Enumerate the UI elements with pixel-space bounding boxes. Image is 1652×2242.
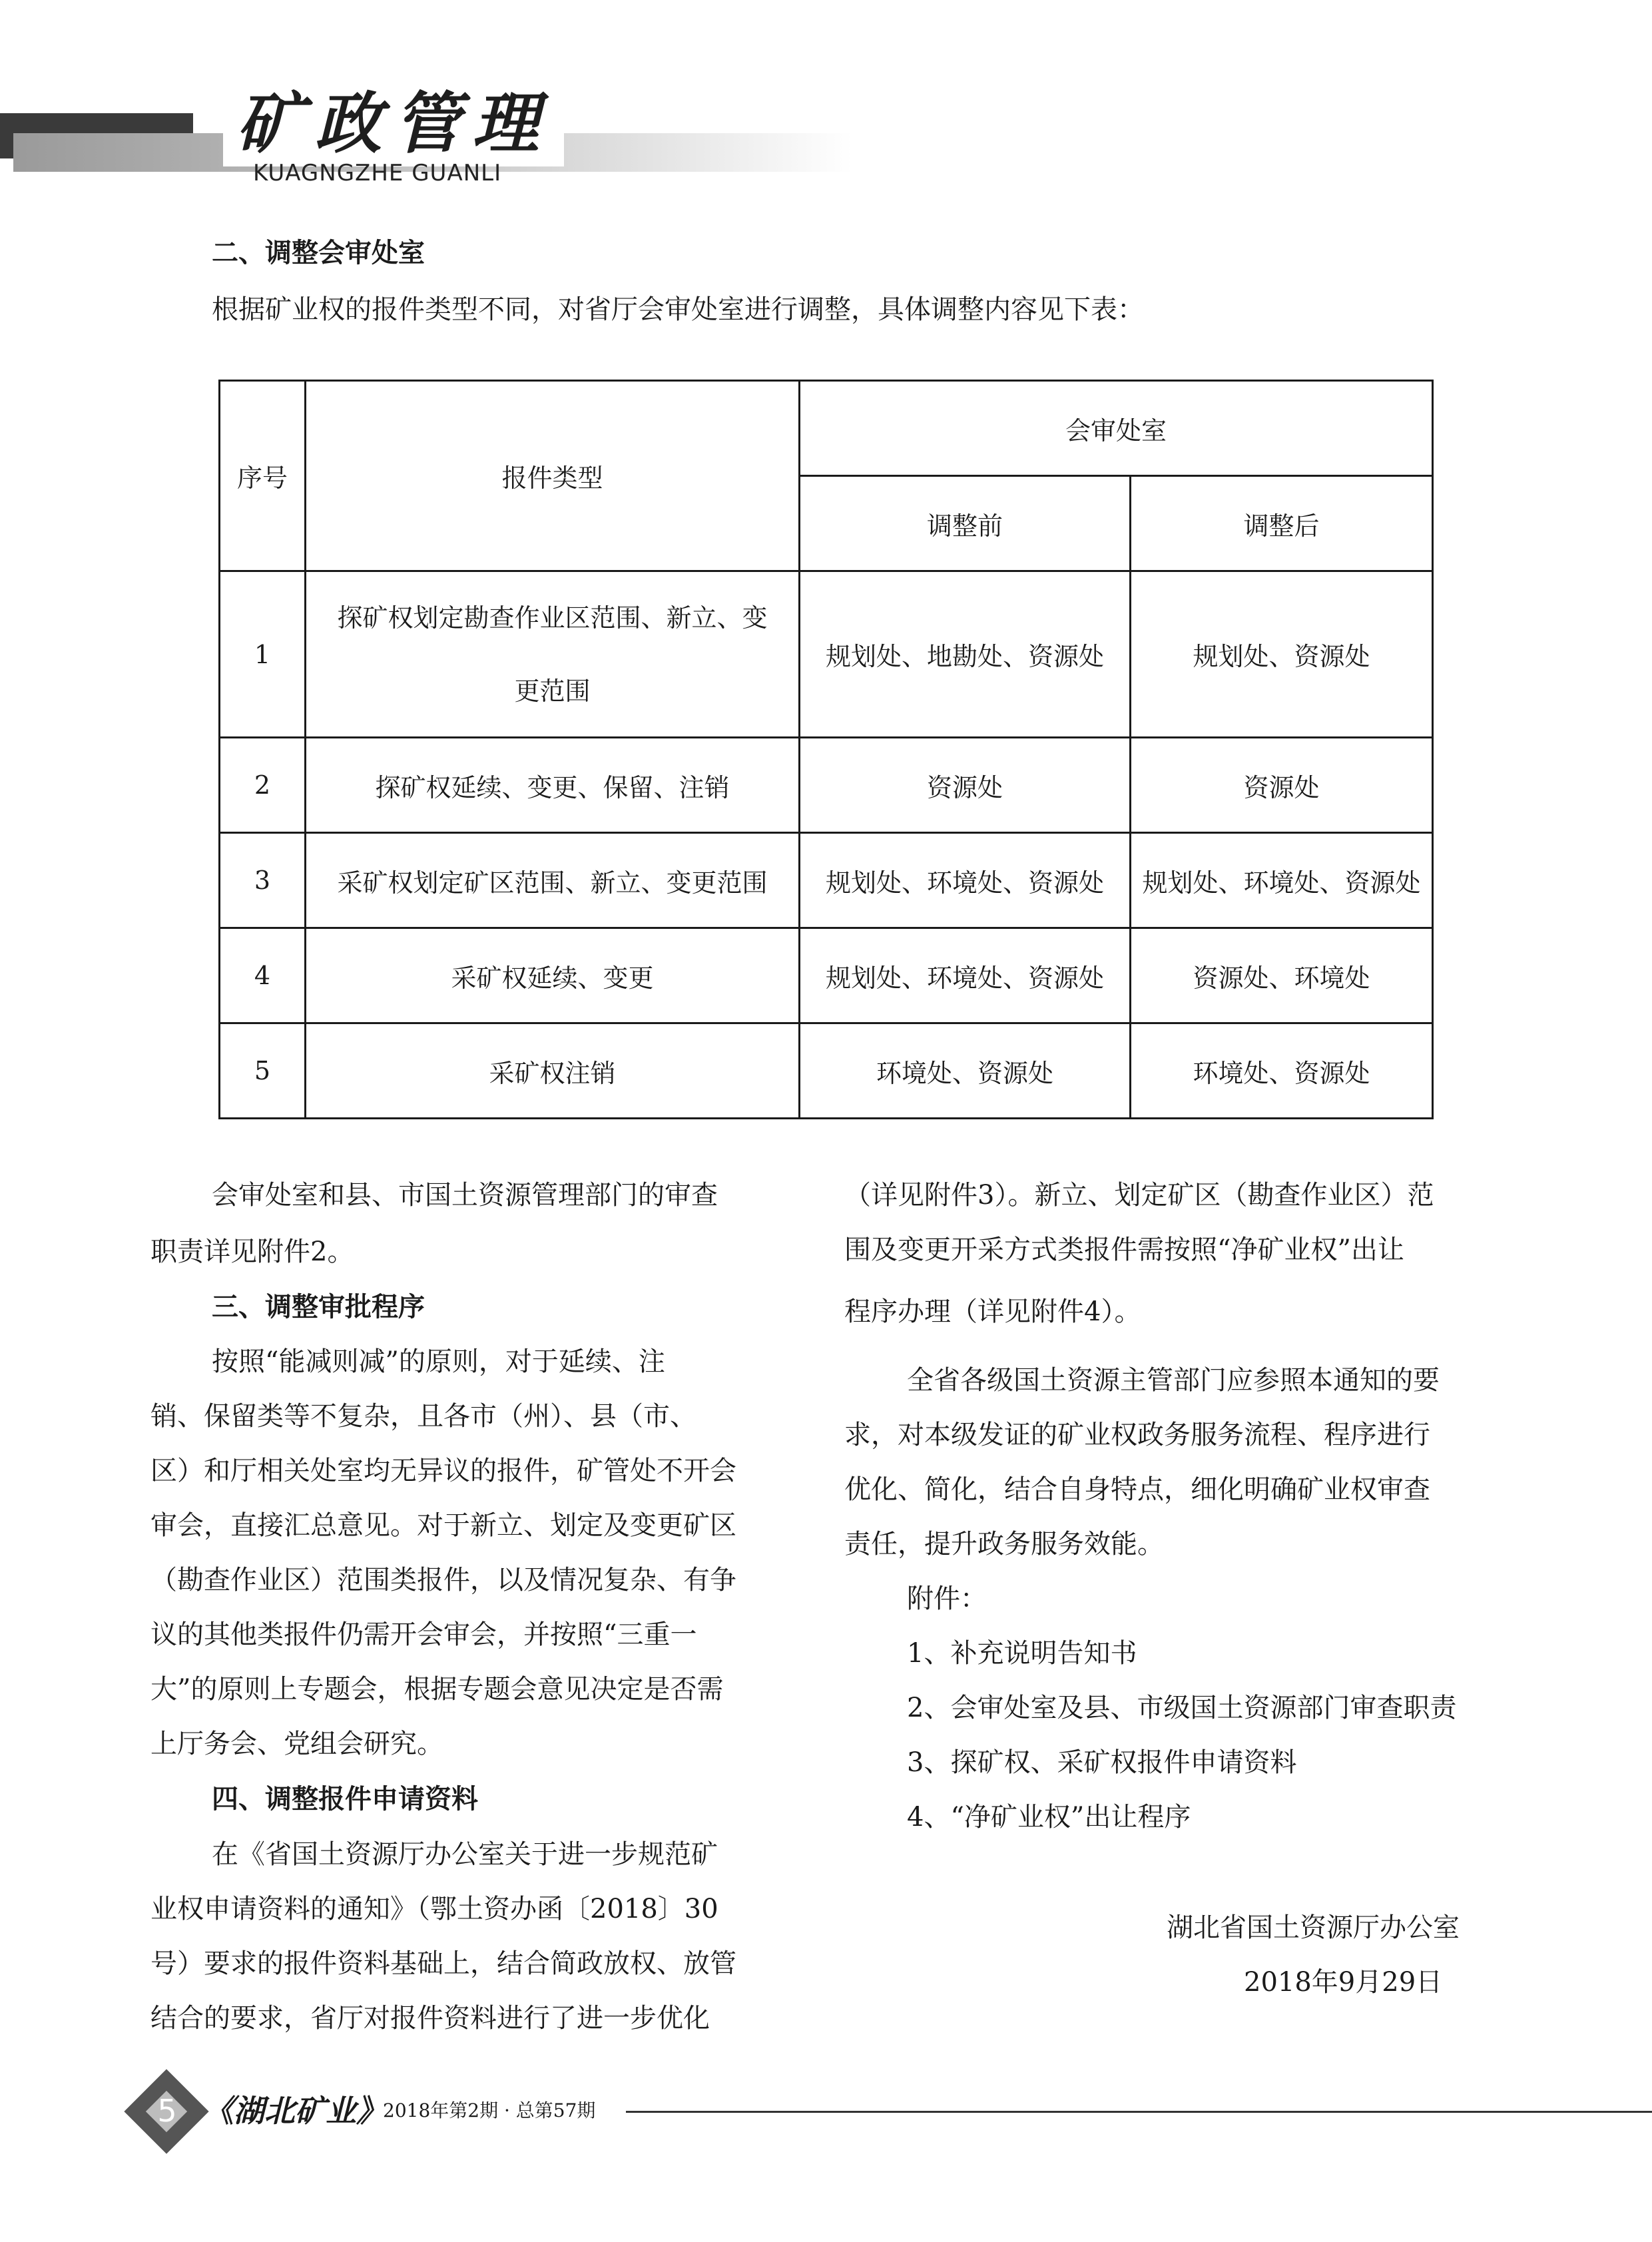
- left-para3-line: 在《省国土资源厅办公室关于进一步规范矿: [212, 1839, 718, 1870]
- right-para1-line: （详见附件3）。新立、划定矿区（勘查作业区）范: [844, 1180, 1434, 1211]
- row-before: 规划处、环境处、资源处: [800, 928, 1131, 1023]
- left-para1-line: 职责详见附件2。: [150, 1237, 354, 1267]
- section2-intro: 根据矿业权的报件类型不同，对省厅会审处室进行调整，具体调整内容见下表：: [212, 294, 1144, 325]
- right-para2-line: 求，对本级发证的矿业权政务服务流程、程序进行: [844, 1420, 1430, 1450]
- section4-heading: 四、调整报件申请资料: [212, 1784, 478, 1815]
- header-cell-no: 序号: [220, 381, 306, 571]
- column-subtitle: KUAGNGZHE GUANLI: [253, 160, 502, 186]
- right-para1-line: 围及变更开采方式类报件需按照“净矿业权”出让: [844, 1235, 1404, 1265]
- column-title: 矿政管理: [223, 80, 564, 166]
- left-para2-line: 区）和厅相关处室均无异议的报件，矿管处不开会: [150, 1456, 736, 1486]
- row-after: 资源处: [1131, 738, 1433, 833]
- attachment-item: 2、会审处室及县、市级国土资源部门审查职责: [907, 1693, 1457, 1723]
- row-number: 3: [220, 833, 306, 928]
- right-para1-line: 程序办理（详见附件4）。: [844, 1296, 1141, 1327]
- header-cell-office: 会审处室: [800, 381, 1433, 476]
- table-row: [220, 571, 1433, 738]
- right-para2-line: 全省各级国土资源主管部门应参照本通知的要: [907, 1365, 1440, 1396]
- left-para3-line: 业权申请资料的通知》（鄂土资办函〔2018〕30: [150, 1894, 718, 1924]
- row-number: 2: [220, 738, 306, 833]
- left-para2-line: 销、保留类等不复杂，且各市（州）、县（市、: [150, 1401, 696, 1432]
- section2-heading: 二、调整会审处室: [212, 238, 425, 268]
- row-type: 探矿权延续、变更、保留、注销: [306, 738, 800, 833]
- review-office-table: [218, 380, 1434, 1119]
- table-row: [220, 833, 1433, 928]
- header-cell-before: 调整前: [800, 476, 1131, 571]
- attachment-item: 1、补充说明告知书: [907, 1638, 1137, 1669]
- row-after: 资源处、环境处: [1131, 928, 1433, 1023]
- signature-date: 2018年9月29日: [1244, 1967, 1443, 1998]
- signature-org: 湖北省国土资源厅办公室: [1167, 1912, 1460, 1943]
- row-type-line2: 更范围: [514, 676, 591, 706]
- table-row: [220, 738, 1433, 833]
- row-number: 4: [220, 928, 306, 1023]
- attachment-item: 3、探矿权、采矿权报件申请资料: [907, 1747, 1297, 1778]
- right-para2-line: 责任，提升政务服务效能。: [844, 1529, 1164, 1559]
- magazine-name: 《湖北矿业》: [203, 2093, 387, 2129]
- left-para2-line: （勘查作业区）范围类报件，以及情况复杂、有争: [150, 1565, 736, 1595]
- header-cell-type: 报件类型: [306, 381, 800, 571]
- row-after: 规划处、环境处、资源处: [1131, 833, 1433, 928]
- section3-heading: 三、调整审批程序: [212, 1292, 425, 1322]
- left-para3-line: 号）要求的报件资料基础上，结合简政放权、放管: [150, 1948, 736, 1979]
- row-type: 采矿权划定矿区范围、新立、变更范围: [306, 833, 800, 928]
- left-para3-line: 结合的要求，省厅对报件资料进行了进一步优化: [150, 2003, 710, 2034]
- row-type: 采矿权注销: [306, 1023, 800, 1119]
- row-before: 规划处、环境处、资源处: [800, 833, 1131, 928]
- footer-rule: [626, 2111, 1652, 2113]
- row-before: 规划处、地勘处、资源处: [800, 571, 1131, 738]
- issue-info: 2018年第2期 · 总第57期: [383, 2100, 596, 2121]
- row-type: 采矿权延续、变更: [306, 928, 800, 1023]
- row-type-line1: 探矿权划定勘查作业区范围、新立、变: [337, 603, 768, 633]
- row-number: 1: [220, 571, 306, 738]
- header-cell-after: 调整后: [1131, 476, 1433, 571]
- row-after: 环境处、资源处: [1131, 1023, 1433, 1119]
- left-para2-line: 大”的原则上专题会，根据专题会意见决定是否需: [150, 1674, 724, 1705]
- right-para2-line: 优化、简化，结合自身特点，细化明确矿业权审查: [844, 1474, 1430, 1505]
- left-para2-line: 审会，直接汇总意见。对于新立、划定及变更矿区: [150, 1510, 736, 1541]
- table-row: [220, 1023, 1433, 1119]
- left-para1-line: 会审处室和县、市国土资源管理部门的审查: [212, 1180, 718, 1211]
- left-para2-line: 议的其他类报件仍需开会审会，并按照“三重一: [150, 1619, 697, 1650]
- table-row: [220, 928, 1433, 1023]
- row-before: 资源处: [800, 738, 1131, 833]
- row-type: [306, 571, 800, 738]
- left-para2-line: 上厅务会、党组会研究。: [150, 1729, 443, 1759]
- row-number: 5: [220, 1023, 306, 1119]
- attachments-label: 附件：: [907, 1583, 987, 1614]
- page-number: 5: [157, 2093, 177, 2129]
- row-after: 规划处、资源处: [1131, 571, 1433, 738]
- row-before: 环境处、资源处: [800, 1023, 1131, 1119]
- attachment-item: 4、“净矿业权”出让程序: [907, 1802, 1191, 1832]
- left-para2-line: 按照“能减则减”的原则，对于延续、注: [212, 1346, 665, 1377]
